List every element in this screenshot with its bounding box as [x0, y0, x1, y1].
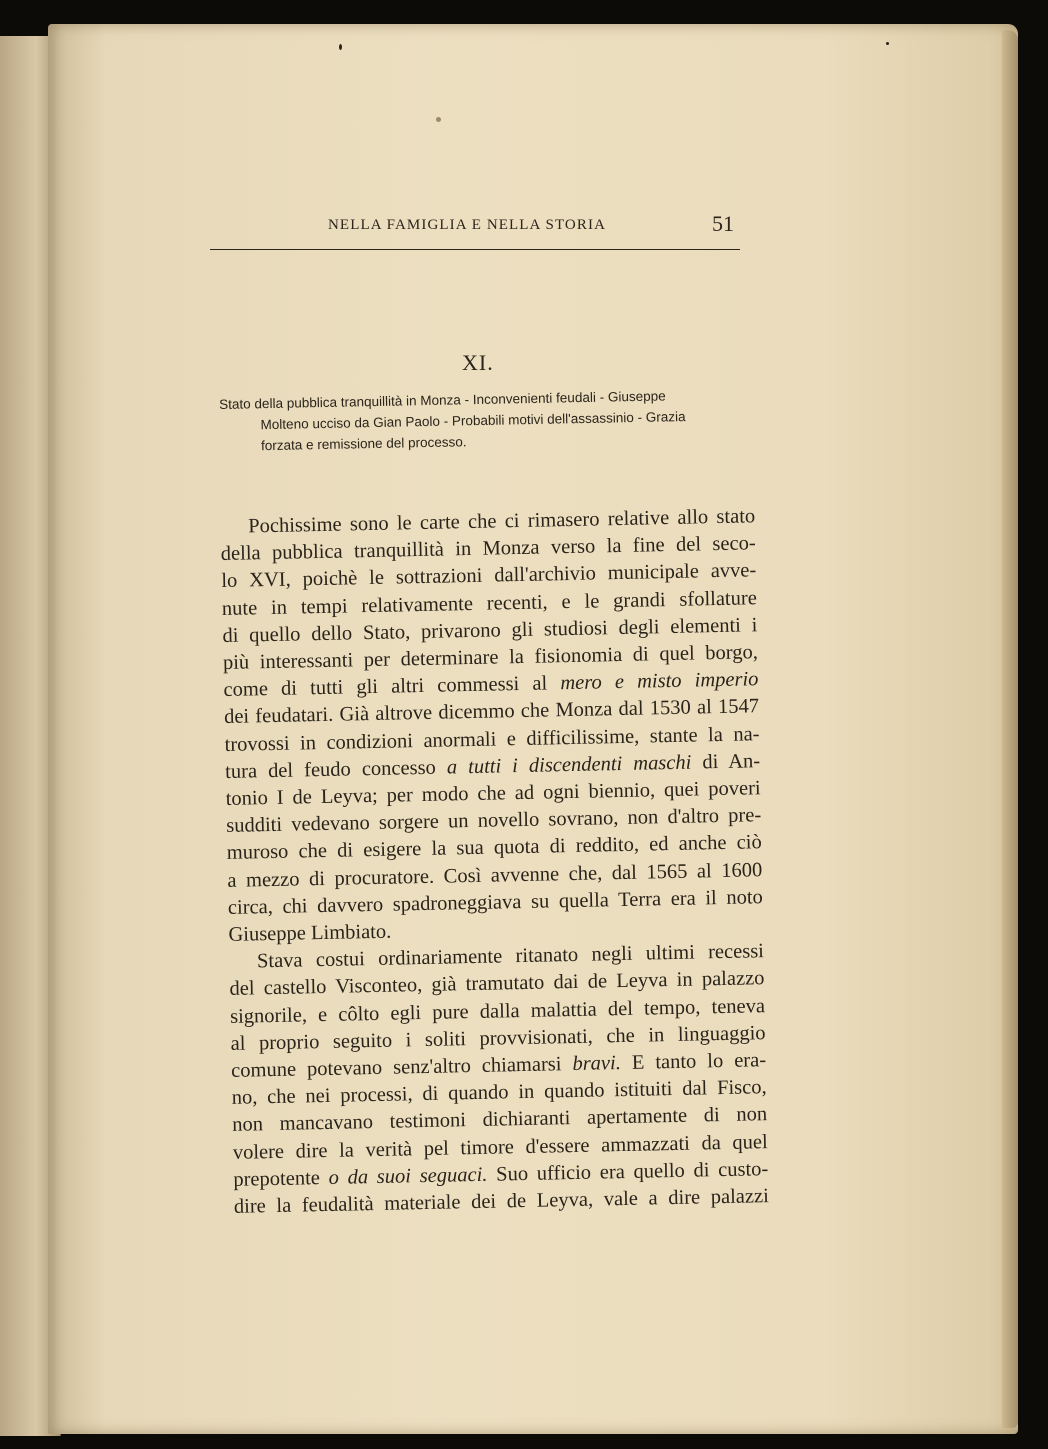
text-line: volere dire la verità pel timore d'essere ammazzati da quel — [232, 1130, 768, 1164]
body-text — [220, 503, 769, 1221]
ink-speck — [436, 117, 441, 122]
text-line: della pubblica tranquillità in Monza verso la fine del seco- — [220, 532, 756, 566]
summary-line: forzata e remissione del processo. — [260, 434, 467, 454]
page-number: 51 — [712, 211, 734, 236]
text-line: comune potevano senz'altro chiamarsi bravi. E tanto lo era- — [230, 1049, 767, 1082]
text-line: come di tutti gli altri commessi al mero e misto imperio — [223, 668, 759, 702]
italic-phrase: mero e misto imperio — [560, 668, 759, 695]
text-line: muroso che di esigere la sua quota di reddito, ed anche ciò — [226, 831, 762, 865]
italic-phrase: a tutti i discendenti maschi — [446, 751, 692, 779]
text-line: circa, chi davvero spadroneggiava su quella Terra era il noto — [227, 886, 764, 919]
text-line: Giuseppe Limbiato. — [228, 920, 392, 946]
text-line: no, che nei processi, di quando in quando istituiti dal Fisco, — [231, 1076, 767, 1110]
text-line: Stava costui ordinariamente ritanato negli ultimi recessi — [256, 940, 765, 973]
text-line: Pochissime sono le carte che ci rimasero relative allo stato — [248, 505, 756, 538]
summary-line: Stato della pubblica tranquillità in Monza - Inconvenienti feudali - Giuseppe — [219, 388, 666, 412]
text-line: sudditi vedevano sorgere un novello sovrano, non d'altro pre- — [226, 804, 762, 838]
text-line: non mancavano testimoni dichiaranti apertamente di non — [232, 1103, 768, 1137]
italic-phrase: bravi. — [572, 1052, 622, 1076]
chapter-number: XI. — [462, 350, 494, 375]
text-line: al proprio seguito i soliti provvisionati, che in linguaggio — [230, 1022, 766, 1055]
text-line: dei feudatari. Già altrove dicemmo che Monza dal 1530 al 1547 — [223, 695, 760, 729]
ink-speck — [339, 44, 342, 50]
text-line: di quello dello Stato, privarono gli studiosi degli elementi i — [222, 614, 758, 647]
text-line: tura del feudo concesso a tutti i discendenti maschi di An- — [224, 750, 761, 783]
text-line: dire la feudalità materiale dei de Leyva, vale a dire palazzi — [233, 1185, 770, 1218]
running-title: NELLA FAMIGLIA E NELLA STORIA — [328, 217, 607, 233]
italic-phrase: o da suoi seguaci. — [328, 1163, 488, 1189]
summary-line: Molteno ucciso da Gian Paolo - Probabili motivi dell'assassinio - Grazia — [260, 409, 686, 433]
ink-speck — [886, 42, 889, 45]
text-line: lo XVI, poichè le sottrazioni dall'archivio municipale avve- — [221, 559, 757, 593]
text-line: signorile, e côlto egli pure dalla malattia del tempo, teneva — [229, 994, 766, 1028]
page-fore-edge — [1002, 30, 1018, 1428]
page-header — [210, 211, 740, 250]
text-line: a mezzo di procuratore. Così avvenne che, dal 1565 al 1600 — [227, 858, 763, 892]
text-line: nute in tempi relativamente recenti, e le grandi sfollature — [221, 586, 758, 620]
text-line: del castello Visconteo, già tramutato dai de Leyva in palazzo — [229, 967, 765, 1001]
text-line: prepotente o da suoi seguaci. Suo ufficio era quello di custo- — [233, 1158, 769, 1191]
text-line: più interessanti per determinare la fisionomia di quel borgo, — [222, 641, 759, 674]
text-line: tonio I de Leyva; per modo che ad ogni biennio, quei poveri — [225, 777, 761, 810]
text-line: trovossi in condizioni anormali e difficilissime, stante la na- — [224, 722, 760, 756]
chapter-summary — [219, 384, 740, 457]
